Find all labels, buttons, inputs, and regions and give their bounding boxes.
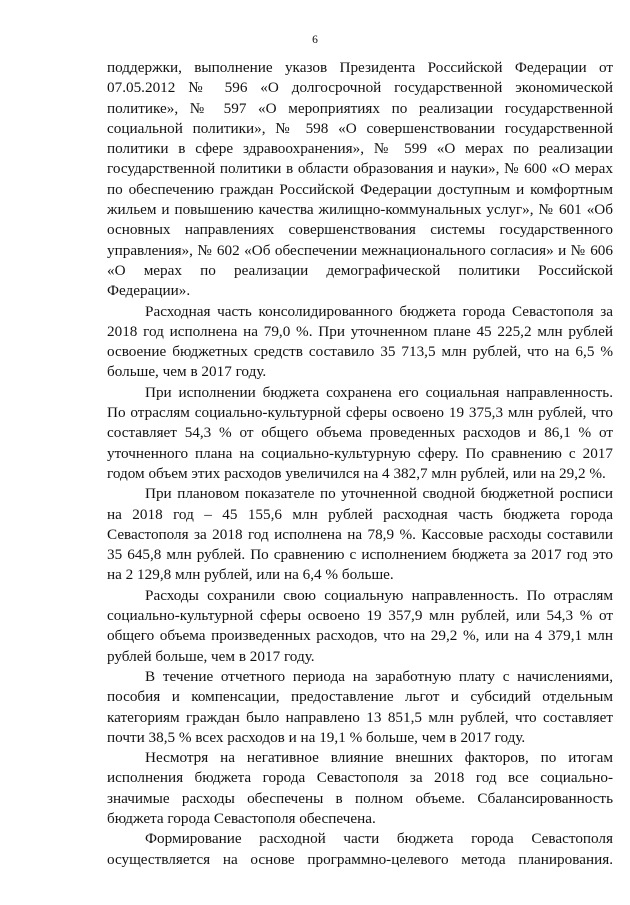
paragraph-planned-indicator: При плановом показателе по уточненной сводной бюджетной росписи на 2018 год – 45 155,6 млн рублей расходная часть бюджета города Севастополя за 2018 год исполнена на 78,9 %. Кассовые расходы составили 35 645,8 млн рублей. По сравнению с исполнением бюджета за 2017 год это на 2 129,8 млн рублей, или на 6,4 % больше. — [107, 485, 613, 584]
paragraph-presidential-decrees: поддержки, выполнение указов Президента Российской Федерации от 07.05.2012 № 596 «О долгосрочной государственной экономической политике», № 597 «О мероприятиях по реализации государственной социальной политики», № 598 «О совершенствовании государственной политики в сфере здравоохранения», № 599 «О мерах по реализации государственной политики в области образования и науки», № 600 «О мерах по обеспечению граждан Российской Федерации доступным и комфортным жильем и повышению качества жилищно-коммунальных услуг», № 601 «Об основных направлениях совершенствования системы государственного управления», № 602 «Об обеспечении межнационального согласия» и № 606 «О мерах по реализации демографической политики Российской Федерации». — [107, 59, 613, 300]
paragraph-consolidated-budget-expenditure: Расходная часть консолидированного бюджета города Севастополя за 2018 год исполнена на 79,0 %. При уточненном плане 45 225,2 млн рублей освоение бюджетных средств составило 35 713,5 млн рублей, что на 6,5 % больше, чем в 2017 году. — [107, 302, 613, 381]
page-number: 6 — [312, 34, 318, 46]
paragraph-external-factors: Несмотря на негативное влияние внешних факторов, по итогам исполнения бюджета города Севастополя за 2018 год все социально-значимые расходы обеспечены в полном объеме. Сбалансированность бюджета города Севастополя обеспечена. — [107, 749, 613, 827]
paragraph-social-expenses: Расходы сохранили свою социальную направленность. По отраслям социально-культурной сферы освоено 19 357,9 млн рублей, или 54,3 % от общего объема произведенных расходов, что на 29,2 %, или на 4 379,1 млн рублей больше, чем в 2017 году. — [107, 586, 613, 665]
document-body — [107, 58, 613, 870]
paragraph-social-orientation: При исполнении бюджета сохранена его социальная направленность. По отраслям социально-культурной сферы освоено 19 375,3 млн рублей, что составляет 54,3 % от общего объема проведенных расходов и 86,1 % от уточненного плана на социально-культурную сферу. По сравнению с 2017 годом объем этих расходов увеличился на 4 382,7 млн рублей, или на 29,2 %. — [107, 383, 613, 482]
paragraph-program-target-method: Формирование расходной части бюджета города Севастополя осуществляется на основе программно-целевого метода планирования. — [107, 830, 613, 868]
paragraph-wages-benefits: В течение отчетного периода на заработную плату с начислениями, пособия и компенсации, предоставление льгот и субсидий отдельным категориям граждан было направлено 13 851,5 млн рублей, что составляет почти 38,5 % всех расходов и на 19,1 % больше, чем в 2017 году. — [107, 667, 613, 746]
